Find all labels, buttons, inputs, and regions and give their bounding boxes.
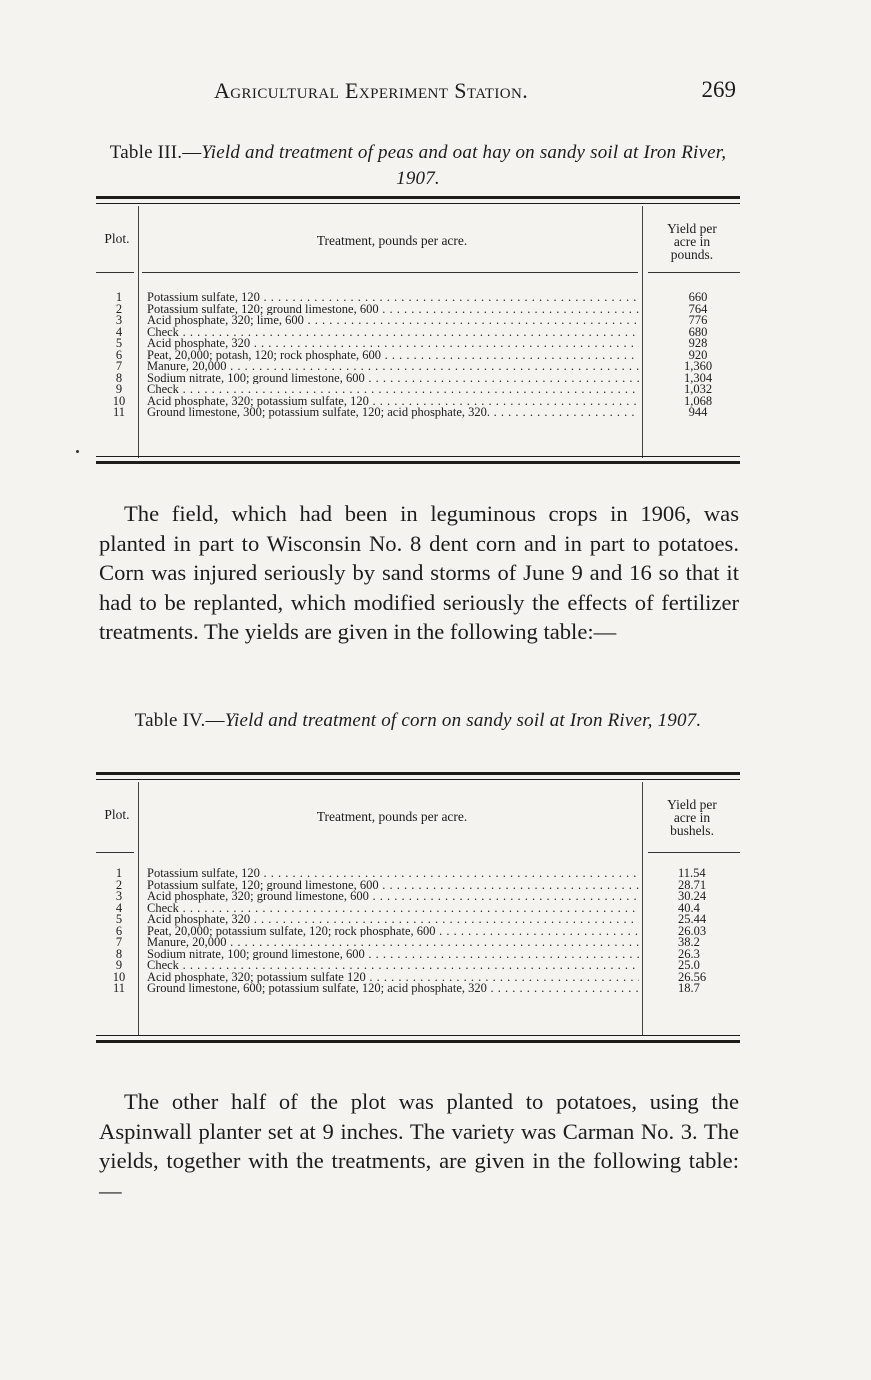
plot-number: 4	[115, 324, 123, 339]
table4-top-rule	[96, 772, 740, 775]
treatment-cell: Ground limestone, 300; potassium sulfate, 120; acid phosphate, 320. . . .	[147, 407, 639, 419]
table4-label: Table IV.	[134, 710, 206, 731]
table4	[96, 772, 740, 1044]
treatment-cell: Check . . .	[147, 327, 639, 339]
paragraph-2: The other half of the plot was planted to potatoes, using the Aspinwall planter set at 9 inches. The variety was Carman No. 3. The yields, together with the treatments, are given in the following table:—	[99, 1089, 739, 1203]
plot-number: 7	[115, 935, 123, 949]
yield-cell: 26.3	[678, 946, 700, 961]
yield-cell: 28.71	[678, 877, 707, 892]
table4-header-treatment: Treatment, pounds per acre.	[316, 809, 468, 824]
table-row	[96, 301, 740, 316]
treatment-cell: Acid phosphate, 320; lime, 600 . . .	[147, 315, 639, 327]
treatment-cell: Acid phosphate, 320; potassium sulfate, 120 . . .	[147, 396, 639, 408]
table-row	[96, 937, 740, 949]
table-row	[96, 900, 740, 915]
treatment-cell: Acid phosphate, 320; potassium sulfate 120 . . .	[147, 972, 639, 984]
table-row	[96, 384, 740, 396]
table3-bottom-rule	[96, 461, 740, 464]
plot-number: 1	[115, 290, 123, 304]
yield-cell: 944	[688, 405, 708, 419]
paragraph-1: The field, which had been in leguminous crops in 1906, was planted in part to Wisconsin No. 8 dent corn and in part to potatoes. Corn was injured seriously by sand storms of June 9 and 16 so that it had to be replanted, which modified seriously the effects of fertilizer treatments. The yields are given in the following table:—	[99, 501, 739, 644]
plot-number: 3	[115, 889, 123, 903]
table-row	[96, 960, 740, 972]
table4-header-underline-plot	[96, 852, 134, 853]
table3-header-underline-plot	[96, 272, 134, 273]
table4-body	[96, 868, 740, 995]
table-row	[96, 914, 740, 926]
plot-number: 10	[112, 969, 126, 984]
table3-body	[96, 292, 740, 419]
treatment-cell: Sodium nitrate, 100; ground limestone, 600 . . .	[147, 373, 639, 385]
table4-bottom-rule	[96, 1040, 740, 1043]
table3-top-rule	[96, 196, 740, 199]
running-header	[96, 78, 740, 110]
treatment-cell: Check . . .	[147, 960, 639, 972]
table3-header-underline-treatment	[142, 272, 638, 273]
treatment-cell: Acid phosphate, 320; ground limestone, 600 . . .	[147, 891, 639, 903]
plot-number: 7	[115, 359, 123, 373]
yield-cell: 928	[688, 336, 708, 350]
treatment-cell: Potassium sulfate, 120; ground limestone, 600 . . .	[147, 304, 639, 316]
yield-cell: 11.54	[678, 866, 706, 880]
yield-cell: 660	[688, 290, 708, 304]
table3-header-yield: Yield per acre in pounds.	[667, 221, 717, 262]
print-speck	[76, 450, 79, 453]
table4-caption: Table IV.—Yield and treatment of corn on sandy soil at Iron River, 1907.	[134, 710, 702, 731]
table3-caption: Table III.—Yield and treatment of peas and oat hay on sandy soil at Iron River, 1907.	[109, 142, 727, 189]
running-title: Agricultural Experiment Station.	[214, 78, 529, 103]
table-row	[96, 868, 740, 880]
table-row	[96, 361, 740, 373]
plot-number: 5	[115, 912, 123, 926]
yield-cell: 1,032	[683, 382, 713, 396]
yield-cell: 25.0	[678, 958, 700, 972]
table3-caption-text: Yield and treatment of peas and oat hay on sandy soil at Iron River, 1907.	[201, 142, 727, 189]
table-row	[96, 315, 740, 327]
page-number: 269	[701, 77, 736, 102]
table3-bottom-rule-thin	[96, 456, 740, 457]
yield-cell: 30.24	[678, 889, 707, 903]
table4-bottom-rule-thin	[96, 1035, 740, 1036]
plot-number: 8	[115, 370, 123, 385]
yield-cell: 18.7	[678, 981, 700, 995]
treatment-cell: Potassium sulfate, 120; ground limestone, 600 . . .	[147, 880, 639, 892]
plot-number: 11	[112, 981, 126, 995]
treatment-cell: Acid phosphate, 320 . . .	[147, 338, 639, 350]
treatment-cell: Potassium sulfate, 120 . . .	[147, 292, 639, 304]
treatment-cell: Check . . .	[147, 384, 639, 396]
plot-number: 1	[115, 866, 123, 880]
treatment-cell: Check . . .	[147, 903, 639, 915]
plot-number: 4	[115, 900, 123, 915]
plot-number: 6	[115, 347, 123, 362]
plot-number: 6	[115, 923, 123, 938]
table4-caption-text: Yield and treatment of corn on sandy soil at Iron River, 1907.	[224, 710, 702, 731]
treatment-cell: Manure, 20,000 . . .	[147, 937, 639, 949]
table-row	[96, 877, 740, 892]
plot-number: 3	[115, 313, 123, 327]
plot-number: 2	[115, 877, 123, 892]
yield-cell: 1,360	[683, 359, 713, 373]
plot-number: 11	[112, 405, 126, 419]
treatment-cell: Acid phosphate, 320 . . .	[147, 914, 639, 926]
treatment-cell: Peat, 20,000; potassium sulfate, 120; rock phosphate, 600 . . .	[147, 926, 639, 938]
yield-cell: 1,304	[683, 370, 713, 385]
table-row	[96, 407, 740, 419]
table4-top-rule-thin	[96, 779, 740, 780]
yield-cell: 776	[688, 313, 708, 327]
table-row	[96, 969, 740, 984]
treatment-cell: Peat, 20,000; potash, 120; rock phosphate, 600 . . .	[147, 350, 639, 362]
plot-number: 9	[115, 958, 123, 972]
table-row	[96, 891, 740, 903]
treatment-cell: Potassium sulfate, 120 . . .	[147, 868, 639, 880]
yield-cell: 26.56	[678, 969, 707, 984]
treatment-cell: Ground limestone, 600; potassium sulfate, 120; acid phosphate, 320 . . .	[147, 983, 639, 995]
plot-number: 10	[112, 393, 126, 408]
table-row	[96, 338, 740, 350]
yield-cell: 920	[688, 347, 708, 362]
table4-header-plot: Plot.	[104, 807, 130, 822]
table-row	[96, 324, 740, 339]
yield-cell: 40.4	[678, 900, 700, 915]
table-row	[96, 347, 740, 362]
table4-header-yield: Yield per acre in bushels.	[667, 797, 717, 838]
yield-cell: 26.03	[678, 923, 707, 938]
table3-label: Table III.	[109, 142, 183, 163]
plot-number: 5	[115, 336, 123, 350]
plot-number: 9	[115, 382, 123, 396]
table3-header-underline-yield	[648, 272, 740, 273]
treatment-cell: Manure, 20,000 . . .	[147, 361, 639, 373]
table3-header-treatment: Treatment, pounds per acre.	[316, 233, 468, 248]
yield-cell: 680	[688, 324, 708, 339]
plot-number: 8	[115, 946, 123, 961]
yield-cell: 25.44	[678, 912, 707, 926]
plot-number: 2	[115, 301, 123, 316]
table-row	[96, 292, 740, 304]
table4-header-underline-yield	[648, 852, 740, 853]
yield-cell: 764	[688, 301, 708, 316]
table-row	[96, 946, 740, 961]
table-row	[96, 393, 740, 408]
yield-cell: 38.2	[678, 935, 700, 949]
table-row	[96, 983, 740, 995]
table3	[96, 196, 740, 466]
table-row	[96, 370, 740, 385]
table3-top-rule-thin	[96, 203, 740, 204]
table3-header-plot: Plot.	[104, 231, 130, 246]
yield-cell: 1,068	[683, 393, 713, 408]
table-row	[96, 923, 740, 938]
treatment-cell: Sodium nitrate, 100; ground limestone, 600 . . .	[147, 949, 639, 961]
